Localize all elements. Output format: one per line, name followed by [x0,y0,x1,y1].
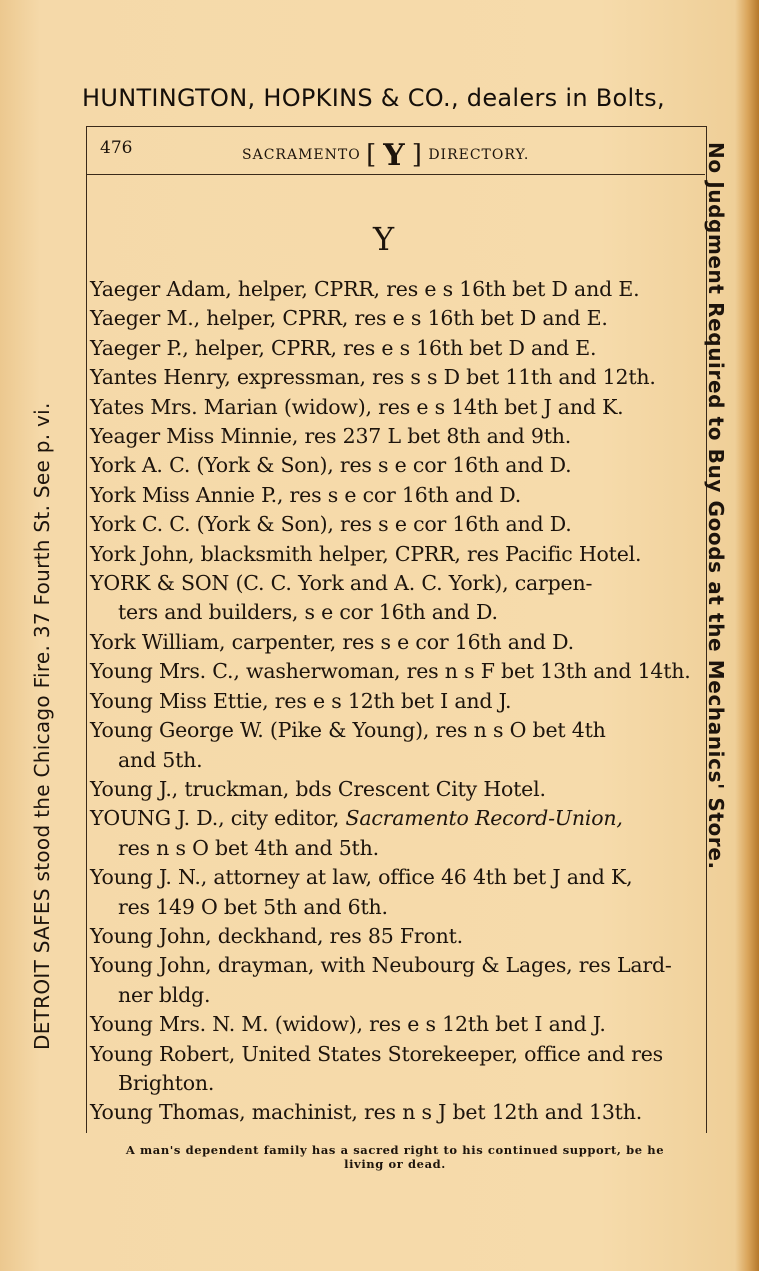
footer-line-2: living or dead. [344,1157,446,1171]
list-item: Yates Mrs. Marian (widow), res e s 14th bet J and K. [90,394,624,419]
list-item: Young Mrs. C., washerwoman, res n s F bet 13th and 14th. [90,659,691,684]
directory-entries [90,275,700,1128]
list-item: York A. C. (York & Son), res s e cor 16th and D. [90,453,572,478]
list-item: Young George W. (Pike & Young), res n s O bet 4th [90,718,606,743]
list-item: Yaeger P., helper, CPRR, res e s 16th bet D and E. [90,335,597,360]
list-item: York C. C. (York & Son), res s e cor 16th and D. [90,512,572,537]
list-item: Young J. N., attorney at law, office 46 4th bet J and K, [90,865,633,890]
top-advertisement: HUNTINGTON, HOPKINS & CO., dealers in Bolts, [82,84,665,112]
list-item-continuation: res n s O bet 4th and 5th. [118,835,379,860]
list-item: Young John, drayman, with Neubourg & Lages, res Lard- [90,953,672,978]
list-item: YORK & SON (C. C. York and A. C. York), carpen- [90,571,593,596]
list-item: York John, blacksmith helper, CPRR, res Pacific Hotel. [90,541,642,566]
right-margin-advertisement: No Judgment Required to Buy Goods at the Mechanics' Store. [704,142,728,870]
list-item-continuation: ters and builders, s e cor 16th and D. [118,600,498,625]
list-item: Young J., truckman, bds Crescent City Hotel. [90,776,546,801]
footer-motto [70,1143,720,1171]
list-item: York Miss Annie P., res s e cor 16th and D. [90,482,522,507]
running-title-right: DIRECTORY. [428,147,530,163]
list-item [90,804,700,833]
list-item-continuation: and 5th. [118,747,203,772]
list-item: Young Mrs. N. M. (widow), res e s 12th bet I and J. [90,1012,606,1037]
list-item: Yaeger Adam, helper, CPRR, res e s 16th bet D and E. [90,277,640,301]
list-item: Young Thomas, machinist, res n s J bet 12th and 13th. [90,1100,643,1125]
entry-text: YOUNG J. D., city editor, [90,806,340,831]
list-item: Young John, deckhand, res 85 Front. [90,923,463,948]
running-title [242,132,530,173]
header-rule [86,174,705,175]
newspaper-name: Sacramento Record-Union, [345,806,623,831]
footer-line-1: A man's dependent family has a sacred right to his continued support, be he [125,1143,665,1157]
list-item: Young Miss Ettie, res e s 12th bet I and J. [90,688,512,713]
bracket-close: ] [411,140,423,170]
running-header [86,132,705,173]
list-item: Yaeger M., helper, CPRR, res e s 16th bet D and E. [90,306,608,331]
list-item: Yantes Henry, expressman, res s s D bet 11th and 12th. [90,365,656,390]
page-number: 476 [100,138,133,158]
list-item-continuation: Brighton. [118,1070,215,1095]
list-item-continuation: res 149 O bet 5th and 6th. [118,894,388,919]
list-item: York William, carpenter, res s e cor 16th and D. [90,629,574,654]
list-item: Yeager Miss Minnie, res 237 L bet 8th and 9th. [90,424,572,449]
bracket-open: [ [366,140,378,170]
section-letter: Y [373,220,395,258]
left-margin-advertisement: DETROIT SAFES stood the Chicago Fire. 37 Fourth St. See p. vi. [30,402,54,1050]
running-title-left: SACRAMENTO [242,147,361,163]
list-item: Young Robert, United States Storekeeper, office and res [90,1041,663,1066]
running-title-letter: Y [383,138,406,173]
list-item-continuation: ner bldg. [118,982,211,1007]
